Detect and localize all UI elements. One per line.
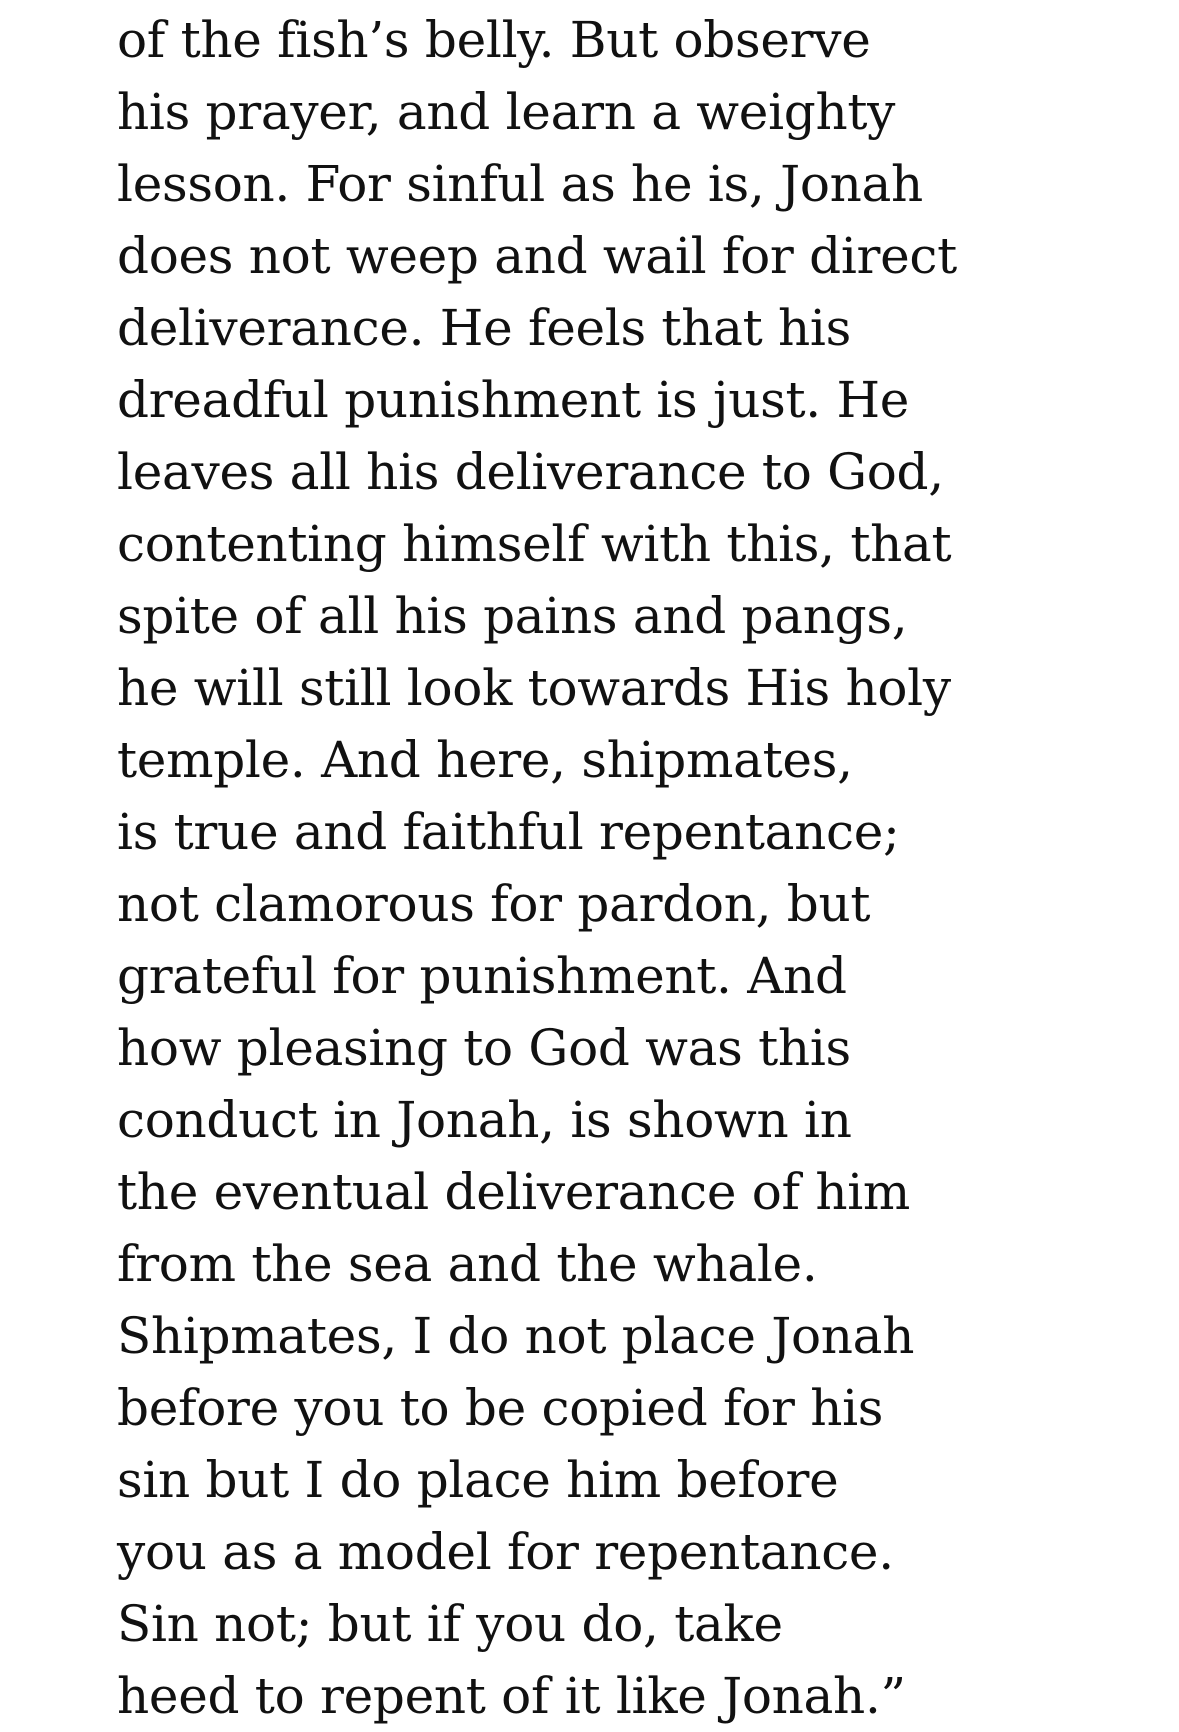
text-line: leaves all his deliverance to God, — [117, 443, 944, 501]
text-line: sin but I do place him before — [117, 1451, 839, 1509]
text-line: is true and faithful repentance; — [117, 803, 900, 861]
text-line: you as a model for repentance. — [117, 1523, 894, 1581]
text-line: the eventual deliverance of him — [117, 1163, 911, 1221]
text-line: heed to repent of it like Jonah.” — [117, 1667, 906, 1725]
text-line: spite of all his pains and pangs, — [117, 587, 908, 645]
text-line: from the sea and the whale. — [117, 1235, 818, 1293]
text-line: does not weep and wail for direct — [117, 227, 957, 285]
text-line: contenting himself with this, that — [117, 515, 952, 573]
text-line: conduct in Jonah, is shown in — [117, 1091, 852, 1149]
text-line: dreadful punishment is just. He — [117, 371, 910, 429]
text-line: temple. And here, shipmates, — [117, 731, 853, 789]
text-line: his prayer, and learn a weighty — [117, 83, 896, 141]
text-line: lesson. For sinful as he is, Jonah — [117, 155, 923, 213]
text-line: Sin not; but if you do, take — [117, 1595, 783, 1653]
text-line: how pleasing to God was this — [117, 1019, 851, 1077]
text-line: before you to be copied for his — [117, 1379, 884, 1437]
text-line: Shipmates, I do not place Jonah — [117, 1307, 915, 1365]
text-line: of the fish’s belly. But observe — [117, 11, 871, 69]
text-line: deliverance. He feels that his — [117, 299, 851, 357]
book-text — [117, 4, 1117, 1732]
text-line: he will still look towards His holy — [117, 659, 951, 717]
text-line: grateful for punishment. And — [117, 947, 847, 1005]
text-line: not clamorous for pardon, but — [117, 875, 871, 933]
